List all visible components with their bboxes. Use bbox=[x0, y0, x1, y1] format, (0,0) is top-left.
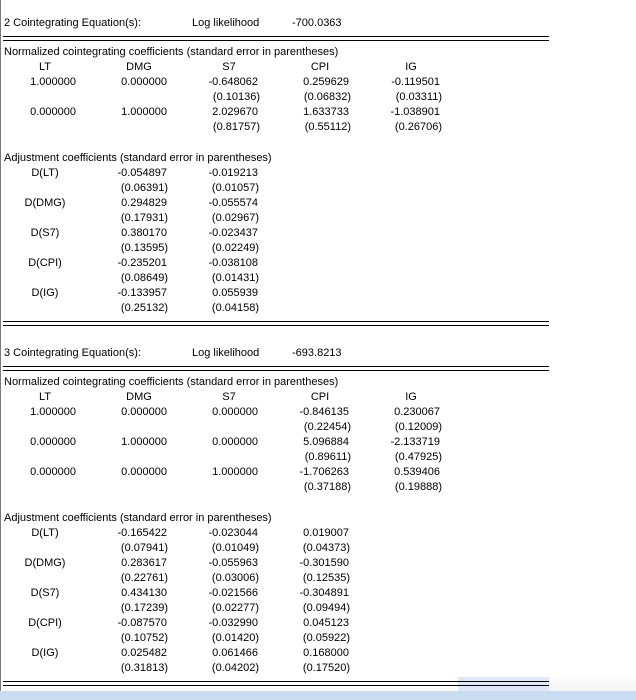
std-error-cell: (0.03006) bbox=[211, 572, 259, 584]
column-header: IG bbox=[405, 61, 417, 73]
column-header: CPI bbox=[310, 61, 330, 73]
std-error-cell: (0.47925) bbox=[394, 451, 442, 463]
coefficient-cell: -0.133957 bbox=[117, 287, 167, 299]
coefficient-cell: 0.000000 bbox=[212, 406, 258, 418]
coefficient-cell: 0.000000 bbox=[212, 436, 258, 448]
coefficient-cell: 0.000000 bbox=[30, 466, 76, 478]
coefficient-cell: 0.259629 bbox=[303, 76, 349, 88]
std-error-cell: (0.12009) bbox=[394, 421, 442, 433]
std-error-cell: (0.17931) bbox=[120, 212, 168, 224]
coefficient-cell: -0.846135 bbox=[299, 406, 349, 418]
coefficient-cell: 1.000000 bbox=[212, 466, 258, 478]
coefficient-cell: -0.054897 bbox=[117, 167, 167, 179]
std-error-cell: (0.31813) bbox=[120, 662, 168, 674]
normalized-heading: Normalized cointegrating coefficients (standard error in parentheses) bbox=[4, 46, 339, 58]
std-error-cell: (0.06832) bbox=[303, 91, 351, 103]
std-error-cell: (0.01431) bbox=[211, 272, 259, 284]
coefficient-cell: 0.283617 bbox=[121, 557, 167, 569]
loglik-label: Log likelihood bbox=[192, 17, 260, 29]
std-error-cell: (0.13595) bbox=[120, 242, 168, 254]
std-error-cell: (0.26706) bbox=[394, 121, 442, 133]
std-error-cell: (0.03311) bbox=[395, 91, 442, 103]
std-error-cell: (0.25132) bbox=[120, 302, 168, 314]
coefficient-cell: 0.025482 bbox=[121, 647, 167, 659]
coefficient-cell: 0.434130 bbox=[121, 587, 167, 599]
row-label: D(DMG) bbox=[24, 557, 66, 569]
column-header: LT bbox=[38, 391, 52, 403]
std-error-cell: (0.05922) bbox=[302, 632, 350, 644]
coefficient-cell: 1.000000 bbox=[121, 106, 167, 118]
std-error-cell: (0.02967) bbox=[211, 212, 259, 224]
adjustment-heading: Adjustment coefficients (standard error in parentheses) bbox=[4, 512, 272, 524]
coefficient-cell: -0.032990 bbox=[208, 617, 258, 629]
double-divider bbox=[3, 321, 549, 326]
section-title: 2 Cointegrating Equation(s): bbox=[4, 17, 141, 29]
std-error-cell: (0.01057) bbox=[211, 182, 259, 194]
row-label: D(CPI) bbox=[28, 257, 62, 269]
std-error-cell: (0.10752) bbox=[120, 632, 168, 644]
coefficient-cell: 1.633733 bbox=[303, 106, 349, 118]
std-error-cell: (0.04202) bbox=[211, 662, 259, 674]
coefficient-cell: -0.235201 bbox=[117, 257, 167, 269]
double-divider bbox=[3, 36, 549, 41]
coefficient-cell: -0.087570 bbox=[117, 617, 167, 629]
coefficient-cell: -0.648062 bbox=[208, 76, 258, 88]
std-error-cell: (0.01420) bbox=[211, 632, 259, 644]
coefficient-cell: 0.380170 bbox=[121, 227, 167, 239]
std-error-cell: (0.04373) bbox=[302, 542, 350, 554]
coefficient-cell: -1.706263 bbox=[299, 466, 349, 478]
std-error-cell: (0.89611) bbox=[304, 451, 351, 463]
horizontal-scrollbar[interactable] bbox=[0, 691, 636, 700]
loglik-value: -693.8213 bbox=[292, 347, 342, 359]
std-error-cell: (0.01049) bbox=[211, 542, 259, 554]
coefficient-cell: -0.021566 bbox=[208, 587, 258, 599]
coefficient-cell: 0.539406 bbox=[394, 466, 440, 478]
coefficient-cell: -2.133719 bbox=[390, 436, 440, 448]
row-label: D(IG) bbox=[31, 287, 59, 299]
std-error-cell: (0.12535) bbox=[302, 572, 350, 584]
coefficient-cell: 0.230067 bbox=[394, 406, 440, 418]
std-error-cell: (0.17520) bbox=[302, 662, 350, 674]
column-header: IG bbox=[405, 391, 417, 403]
column-header: S7 bbox=[222, 391, 236, 403]
std-error-cell: (0.81757) bbox=[212, 121, 260, 133]
coefficient-cell: -0.055574 bbox=[208, 197, 258, 209]
coefficient-cell: 0.000000 bbox=[121, 76, 167, 88]
std-error-cell: (0.04158) bbox=[211, 302, 259, 314]
std-error-cell: (0.09494) bbox=[302, 602, 350, 614]
coefficient-cell: 2.029670 bbox=[212, 106, 258, 118]
coefficient-cell: -0.304891 bbox=[299, 587, 349, 599]
std-error-cell: (0.19888) bbox=[394, 481, 442, 493]
std-error-cell: (0.02249) bbox=[211, 242, 259, 254]
coefficient-cell: -1.038901 bbox=[390, 106, 440, 118]
coefficient-cell: 0.000000 bbox=[121, 466, 167, 478]
coefficient-cell: -0.119501 bbox=[391, 76, 440, 88]
row-label: D(LT) bbox=[31, 527, 59, 539]
std-error-cell: (0.10136) bbox=[212, 91, 260, 103]
column-header: DMG bbox=[126, 61, 152, 73]
window-left-border bbox=[0, 0, 1, 700]
std-error-cell: (0.17239) bbox=[120, 602, 168, 614]
row-label: D(DMG) bbox=[24, 197, 66, 209]
section-title: 3 Cointegrating Equation(s): bbox=[4, 347, 141, 359]
coefficient-cell: 1.000000 bbox=[30, 76, 76, 88]
column-header: LT bbox=[38, 61, 52, 73]
coefficient-cell: -0.023044 bbox=[208, 527, 258, 539]
row-label: D(S7) bbox=[30, 227, 60, 239]
coefficient-cell: 1.000000 bbox=[30, 406, 76, 418]
coefficient-cell: -0.023437 bbox=[208, 227, 258, 239]
std-error-cell: (0.06391) bbox=[120, 182, 168, 194]
coefficient-cell: 0.045123 bbox=[303, 617, 349, 629]
std-error-cell: (0.55112) bbox=[304, 121, 351, 133]
std-error-cell: (0.22761) bbox=[120, 572, 168, 584]
loglik-label: Log likelihood bbox=[192, 347, 260, 359]
std-error-cell: (0.07941) bbox=[120, 542, 168, 554]
normalized-heading: Normalized cointegrating coefficients (standard error in parentheses) bbox=[4, 376, 339, 388]
coefficient-cell: 0.168000 bbox=[303, 647, 349, 659]
row-label: D(CPI) bbox=[28, 617, 62, 629]
coefficient-cell: -0.165422 bbox=[117, 527, 167, 539]
coefficient-cell: -0.038108 bbox=[208, 257, 258, 269]
coefficient-cell: 0.019007 bbox=[303, 527, 349, 539]
coefficient-cell: 1.000000 bbox=[121, 436, 167, 448]
coefficient-cell: -0.019213 bbox=[208, 167, 258, 179]
std-error-cell: (0.02277) bbox=[211, 602, 259, 614]
column-header: CPI bbox=[310, 391, 330, 403]
row-label: D(LT) bbox=[31, 167, 59, 179]
double-divider bbox=[3, 681, 549, 686]
row-label: D(IG) bbox=[31, 647, 59, 659]
std-error-cell: (0.08649) bbox=[120, 272, 168, 284]
coefficient-cell: 0.061466 bbox=[212, 647, 258, 659]
bottom-fade bbox=[549, 675, 636, 691]
adjustment-heading: Adjustment coefficients (standard error in parentheses) bbox=[4, 152, 272, 164]
std-error-cell: (0.37188) bbox=[303, 481, 351, 493]
column-header: S7 bbox=[222, 61, 236, 73]
coefficient-cell: 0.294829 bbox=[121, 197, 167, 209]
coefficient-cell: 5.096884 bbox=[303, 436, 349, 448]
loglik-value: -700.0363 bbox=[292, 17, 342, 29]
coefficient-cell: 0.055939 bbox=[212, 287, 258, 299]
coefficient-cell: 0.000000 bbox=[30, 106, 76, 118]
std-error-cell: (0.22454) bbox=[303, 421, 351, 433]
column-header: DMG bbox=[126, 391, 152, 403]
row-label: D(S7) bbox=[30, 587, 60, 599]
coefficient-cell: -0.301590 bbox=[299, 557, 349, 569]
coefficient-cell: 0.000000 bbox=[121, 406, 167, 418]
coefficient-cell: 0.000000 bbox=[30, 436, 76, 448]
coefficient-cell: -0.055963 bbox=[208, 557, 258, 569]
double-divider bbox=[3, 366, 549, 371]
